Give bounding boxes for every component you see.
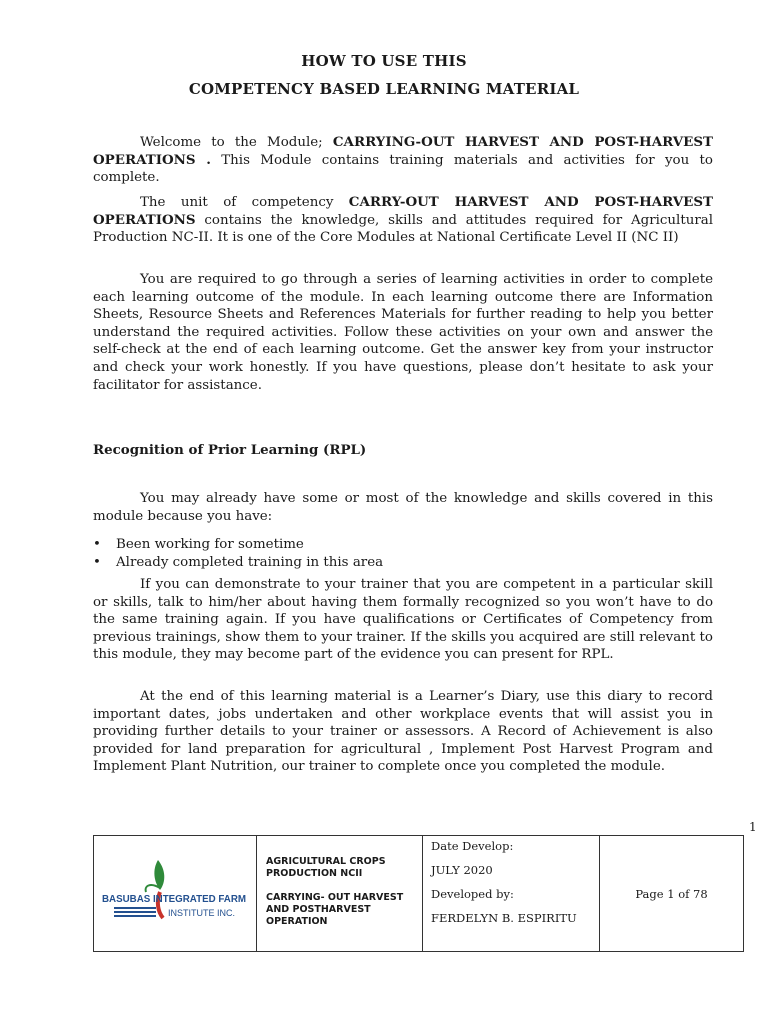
intro-p1-pre: Welcome to the Module; (140, 135, 333, 150)
qualification-title: AGRICULTURAL CROPS PRODUCTION NCII (266, 856, 386, 879)
rpl-paragraph-1: You may already have some or most of the knowledge and skills covered in this module because you have: (93, 491, 713, 524)
logo-text-2: INSTITUTE INC. (168, 908, 235, 918)
intro-paragraph-3: You are required to go through a series of learning activities in order to complete each learning outcome of the module. In each learning outcome there are Information Sheets, Resource Sheets and References Materials for further reading to help you better understand the required activities. Follow these activities on your own and answer the self-check at the end of each learning outcome. Get the answer key from your instructor and check your work honestly. If you have questions, please don’t hesitate to ask your facilitator for assistance. (93, 272, 713, 393)
page-count: Page 1 of 78 (635, 886, 708, 901)
module-name: CARRYING-OUT HARVEST AND POST-HARVEST OPERATIONS . (93, 134, 713, 168)
intro-p2-pre: The unit of competency (140, 195, 349, 210)
title-line-1: HOW TO USE THIS (301, 52, 467, 70)
rpl-heading: Recognition of Prior Learning (RPL) (93, 442, 367, 458)
info-cell (423, 836, 600, 952)
unit-of-competency: CARRY-OUT HARVEST AND POST-HARVEST OPERATIONS (93, 194, 713, 228)
title-line-2: COMPETENCY BASED LEARNING MATERIAL (188, 80, 580, 98)
module-title: CARRYING- OUT HARVEST AND POSTHARVEST OPERATION (266, 892, 404, 927)
developer-name: FERDELYN B. ESPIRITU (431, 911, 577, 925)
rpl-paragraph-2: If you can demonstrate to your trainer that you are competent in a particular skill or skills, talk to him/her about having them formally recognized so you won’t have to do the same training again. If you have qualifications or Certificates of Competency from previous trainings, show them to your trainer. If the skills you acquired are still relevant to this module, they may become part of the evidence you can present for RPL. (93, 577, 713, 663)
list-item: • Already completed training in this area (93, 554, 383, 572)
developed-label: Developed by: (431, 887, 514, 901)
logo-text-1: BASUBAS INTEGRATED FARM (102, 893, 247, 905)
institute-logo (100, 852, 250, 942)
intro-p2-post: contains the knowledge, skills and attitudes required for Agricultural Production NC-II. It is one of the Core Modules at National Certificate Level II (NC II) (93, 212, 713, 246)
footer-table (93, 835, 744, 952)
intro-paragraph-1 (93, 134, 713, 187)
qualification-cell (257, 836, 423, 952)
date-label: Date Develop: (431, 839, 514, 853)
intro-paragraph-2 (93, 194, 713, 247)
date-value: JULY 2020 (431, 863, 493, 877)
page-number: 1 (749, 820, 757, 834)
page-cell (600, 836, 744, 952)
intro-p1-post: This Module contains training materials and activities for you to complete. (93, 152, 713, 186)
rpl-bullet-list (93, 536, 383, 572)
logo-cell (94, 836, 257, 952)
rpl-paragraph-3: At the end of this learning material is a Learner’s Diary, use this diary to record important dates, jobs undertaken and other workplace events that will assist you in providing further details to your trainer or assessors. A Record of Achievement is also provided for land preparation for agricultural , Implement Post Harvest Program and Implement Plant Nutrition, our trainer to complete once you completed the module. (93, 689, 713, 775)
list-item: • Been working for sometime (93, 536, 383, 554)
